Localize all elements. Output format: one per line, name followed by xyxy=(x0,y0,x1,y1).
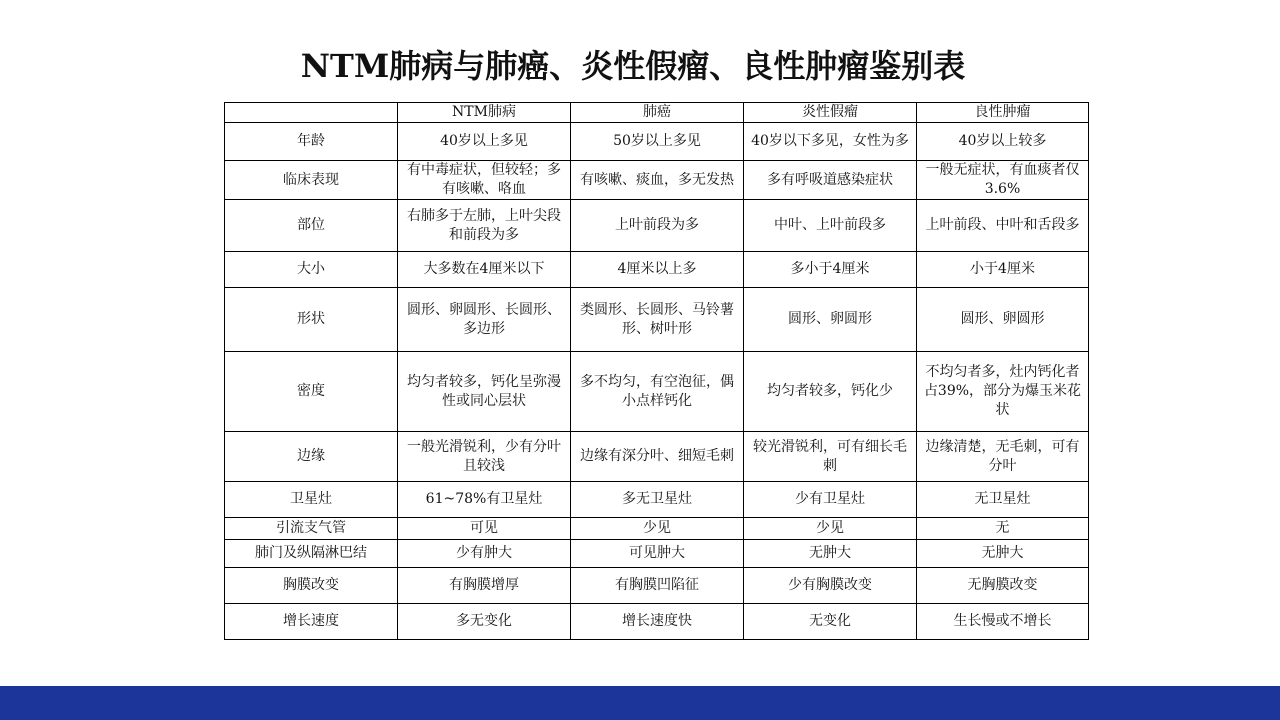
table-cell: 多无变化 xyxy=(398,604,571,640)
table-cell: 较光滑锐利，可有细长毛刺 xyxy=(744,432,917,482)
row-label-cell: 边缘 xyxy=(225,432,398,482)
table-cell: 均匀者较多，钙化呈弥漫性或同心层状 xyxy=(398,352,571,432)
footer-bar xyxy=(0,686,1280,720)
row-label-cell: 引流支气管 xyxy=(225,518,398,540)
table-cell: 右肺多于左肺，上叶尖段和前段为多 xyxy=(398,200,571,252)
table-cell: 无 xyxy=(917,518,1089,540)
table-row xyxy=(225,568,1089,604)
table-cell: 多小于4厘米 xyxy=(744,252,917,288)
table-cell: 40岁以上较多 xyxy=(917,123,1089,161)
table-cell: 均匀者较多，钙化少 xyxy=(744,352,917,432)
table-cell: 可见 xyxy=(398,518,571,540)
table-cell: 边缘清楚，无毛刺，可有分叶 xyxy=(917,432,1089,482)
table-cell: 无肿大 xyxy=(917,540,1089,568)
table-cell: 圆形、卵圆形、长圆形、多边形 xyxy=(398,288,571,352)
table-row xyxy=(225,288,1089,352)
table-cell: 可见肿大 xyxy=(571,540,744,568)
row-label-cell: 大小 xyxy=(225,252,398,288)
table-cell: 多不均匀，有空泡征，偶小点样钙化 xyxy=(571,352,744,432)
table-cell: 一般光滑锐利，少有分叶且较浅 xyxy=(398,432,571,482)
table-cell: 中叶、上叶前段多 xyxy=(744,200,917,252)
row-label-cell: 增长速度 xyxy=(225,604,398,640)
table-cell: 上叶前段为多 xyxy=(571,200,744,252)
table-cell: 圆形、卵圆形 xyxy=(744,288,917,352)
table-cell: 4厘米以上多 xyxy=(571,252,744,288)
table-row xyxy=(225,123,1089,161)
table-cell: 无变化 xyxy=(744,604,917,640)
table-cell: 少有胸膜改变 xyxy=(744,568,917,604)
table-header-cell: 肺癌 xyxy=(571,103,744,123)
table-cell: 有胸膜凹陷征 xyxy=(571,568,744,604)
table-cell: 有中毒症状，但较轻；多有咳嗽、咯血 xyxy=(398,161,571,200)
table-cell: 40岁以上多见 xyxy=(398,123,571,161)
table-row xyxy=(225,604,1089,640)
table-row xyxy=(225,161,1089,200)
table-row xyxy=(225,518,1089,540)
table-cell: 50岁以上多见 xyxy=(571,123,744,161)
row-label-cell: 卫星灶 xyxy=(225,482,398,518)
page-title: NTM肺病与肺癌、炎性假瘤、良性肿瘤鉴别表 xyxy=(300,47,966,85)
table-cell: 无卫星灶 xyxy=(917,482,1089,518)
table-cell: 61~78%有卫星灶 xyxy=(398,482,571,518)
row-label-cell: 密度 xyxy=(225,352,398,432)
row-label-cell: 部位 xyxy=(225,200,398,252)
table-cell: 大多数在4厘米以下 xyxy=(398,252,571,288)
row-label-cell: 临床表现 xyxy=(225,161,398,200)
table-header-cell: NTM肺病 xyxy=(398,103,571,123)
table-header-row xyxy=(225,103,1089,123)
table-cell: 多无卫星灶 xyxy=(571,482,744,518)
table-cell: 上叶前段、中叶和舌段多 xyxy=(917,200,1089,252)
table-cell: 40岁以下多见，女性为多 xyxy=(744,123,917,161)
comparison-table xyxy=(224,102,1089,640)
table-row xyxy=(225,540,1089,568)
row-label-cell: 肺门及纵隔淋巴结 xyxy=(225,540,398,568)
table-cell: 少有卫星灶 xyxy=(744,482,917,518)
table-cell: 生长慢或不增长 xyxy=(917,604,1089,640)
table-cell: 多有呼吸道感染症状 xyxy=(744,161,917,200)
table-cell: 增长速度快 xyxy=(571,604,744,640)
table-header-cell xyxy=(225,103,398,123)
row-label-cell: 形状 xyxy=(225,288,398,352)
table-row xyxy=(225,482,1089,518)
table-cell: 无胸膜改变 xyxy=(917,568,1089,604)
table-cell: 有咳嗽、痰血，多无发热 xyxy=(571,161,744,200)
table-cell: 圆形、卵圆形 xyxy=(917,288,1089,352)
table-header-cell: 炎性假瘤 xyxy=(744,103,917,123)
table-cell: 少有肿大 xyxy=(398,540,571,568)
table-cell: 小于4厘米 xyxy=(917,252,1089,288)
table-cell: 少见 xyxy=(571,518,744,540)
table-cell: 一般无症状，有血痰者仅3.6% xyxy=(917,161,1089,200)
table-cell: 无肿大 xyxy=(744,540,917,568)
table-header-cell: 良性肿瘤 xyxy=(917,103,1089,123)
table-row xyxy=(225,352,1089,432)
row-label-cell: 胸膜改变 xyxy=(225,568,398,604)
table-cell: 不均匀者多，灶内钙化者占39%，部分为爆玉米花状 xyxy=(917,352,1089,432)
table-row xyxy=(225,200,1089,252)
table-cell: 边缘有深分叶、细短毛刺 xyxy=(571,432,744,482)
table-cell: 少见 xyxy=(744,518,917,540)
table-cell: 类圆形、长圆形、马铃薯形、树叶形 xyxy=(571,288,744,352)
row-label-cell: 年龄 xyxy=(225,123,398,161)
table-cell: 有胸膜增厚 xyxy=(398,568,571,604)
table-row xyxy=(225,252,1089,288)
table-row xyxy=(225,432,1089,482)
